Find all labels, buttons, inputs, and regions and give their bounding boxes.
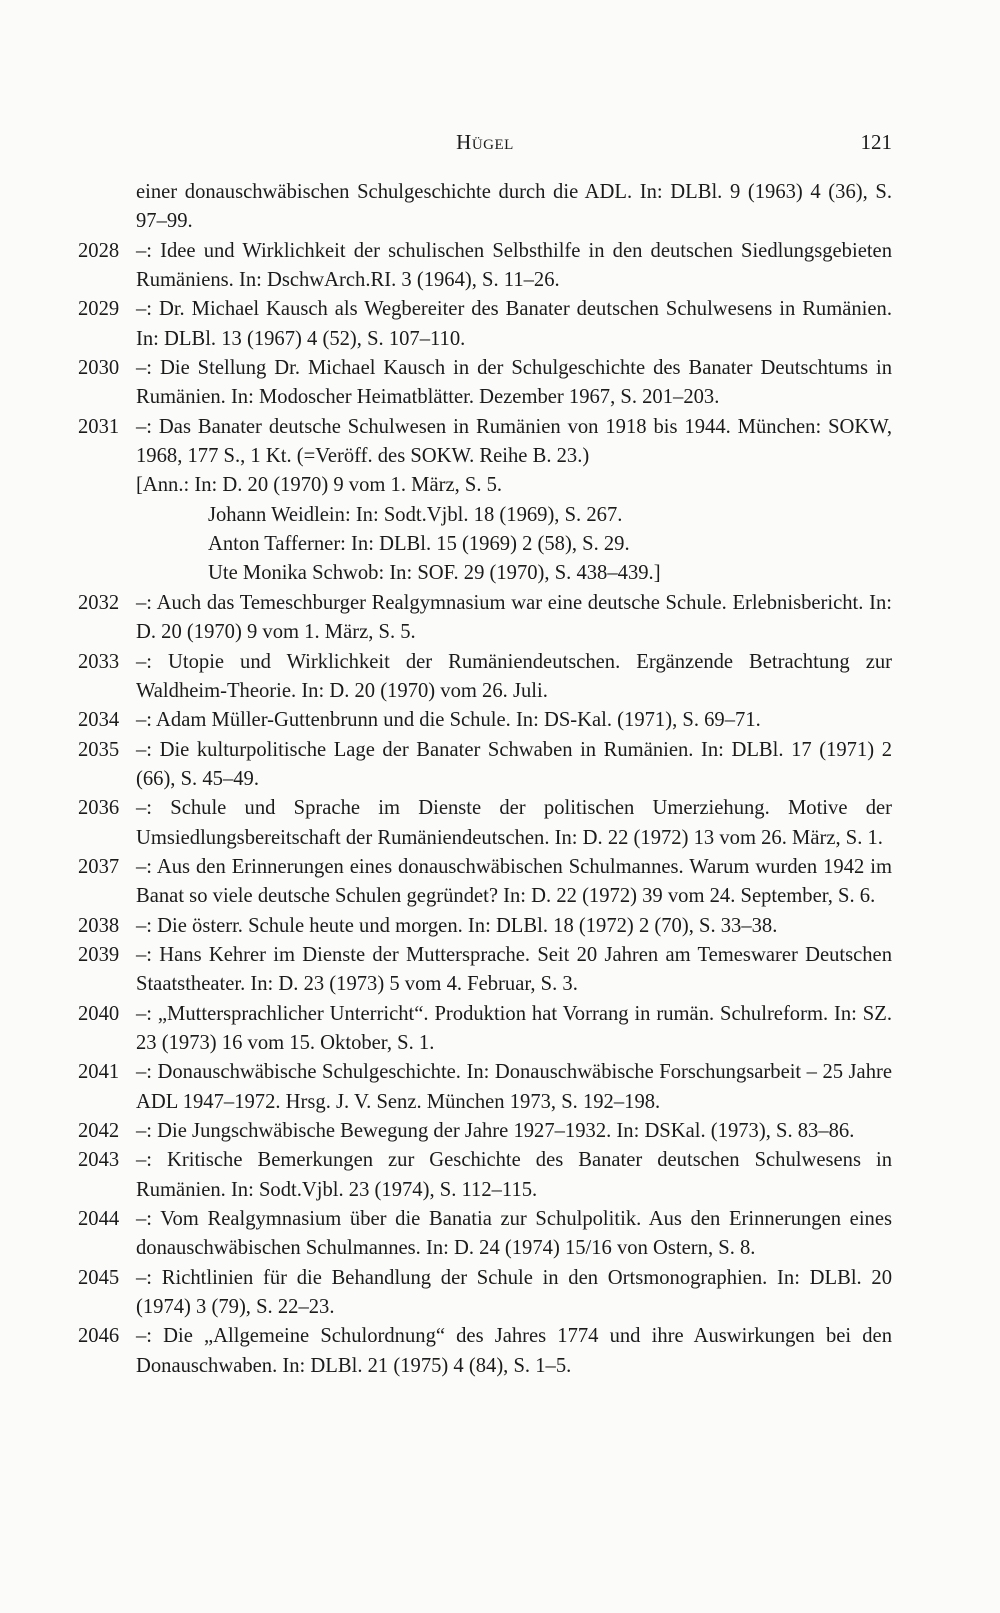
entry-text: –: Utopie und Wirklichkeit der Rumäniendeutschen. Ergänzende Betrachtung zur Waldheim-Theorie. In: D. 20 (1970) vom 26. Juli. [136, 650, 892, 702]
bibliography-entry [78, 354, 892, 413]
entry-text: –: Hans Kehrer im Dienste der Muttersprache. Seit 20 Jahren am Temeswarer Deutschen Staatstheater. In: D. 23 (1973) 5 vom 4. Februar, S. 3. [136, 943, 892, 996]
entry-number: 2033 [78, 650, 120, 673]
entry-number: 2028 [78, 239, 120, 262]
annotation-line: Johann Weidlein: In: Sodt.Vjbl. 18 (1969), S. 267. [208, 503, 623, 526]
entry-text: –: Dr. Michael Kausch als Wegbereiter des Banater deutschen Schulwesens in Rumänien. In: DLBl. 13 (1967) 4 (52), S. 107–110. [136, 298, 892, 350]
bibliography-entry [78, 237, 892, 296]
entry-text: –: Die Jungschwäbische Bewegung der Jahre 1927–1932. In: DSKal. (1973), S. 83–86. [136, 1120, 855, 1142]
bibliography-entry [78, 295, 892, 354]
running-title: Hügel [456, 130, 514, 154]
entry-text: –: Auch das Temeschburger Realgymnasium war eine deutsche Schule. Erlebnisbericht. In: D. 20 (1970) 9 vom 1. März, S. 5. [136, 591, 892, 644]
entry-text: –: Die „Allgemeine Schulordnung“ des Jahres 1774 und ihre Auswirkungen bei den Donauschwaben. In: DLBl. 21 (1975) 4 (84), S. 1–5. [136, 1325, 892, 1377]
bibliography-entry [78, 941, 892, 1000]
entry-number: 2037 [78, 855, 120, 878]
entry-number: 2038 [78, 914, 120, 937]
entry-number: 2044 [78, 1208, 120, 1231]
entry-text: –: Das Banater deutsche Schulwesen in Rumänien von 1918 bis 1944. München: SOKW, 1968, 177 S., 1 Kt. (=Veröff. des SOKW. Reihe B. 23.) [136, 415, 892, 468]
bibliography-entry [78, 853, 892, 912]
entry-number: 2045 [78, 1266, 120, 1289]
entry-number: 2042 [78, 1120, 120, 1142]
bibliography-entry [78, 1322, 892, 1381]
annotation-line: Anton Tafferner: In: DLBl. 15 (1969) 2 (58), S. 29. [208, 533, 630, 556]
bibliography-entry [78, 1000, 892, 1059]
entry-text: –: Kritische Bemerkungen zur Geschichte des Banater deutschen Schulwesens in Rumänien. In: Sodt.Vjbl. 23 (1974), S. 112–115. [136, 1149, 892, 1201]
running-header [78, 130, 892, 160]
entry-number: 2046 [78, 1325, 120, 1348]
annotation-line: Ute Monika Schwob: In: SOF. 29 (1970), S. 438–439.] [208, 562, 661, 585]
entry-text: einer donauschwäbischen Schulgeschichte durch die ADL. In: DLBl. 9 (1963) 4 (36), S. 97–99. [136, 181, 892, 233]
entry-number: 2043 [78, 1149, 120, 1172]
entry-text: –: Die österr. Schule heute und morgen. In: DLBl. 18 (1972) 2 (70), S. 33–38. [136, 914, 778, 937]
entry-number: 2036 [78, 797, 120, 820]
entry-number: 2034 [78, 709, 120, 732]
entry-number: 2030 [78, 357, 120, 380]
continued-entry [78, 178, 892, 237]
entry-number: 2031 [78, 415, 120, 438]
bibliography-entry [78, 589, 892, 648]
entry-text: –: Donauschwäbische Schulgeschichte. In: Donauschwäbische Forschungsarbeit – 25 Jahre ADL 1947–1972. Hrsg. J. V. Senz. München 1973, S. 192–198. [136, 1061, 892, 1113]
bibliography-entry [78, 1117, 892, 1146]
bibliography-entry [78, 648, 892, 707]
entry-text: –: Aus den Erinnerungen eines donauschwäbischen Schulmannes. Warum wurden 1942 im Banat so viele deutsche Schulen gegründet? In: D. 22 (1972) 39 vom 24. September, S. 6. [136, 855, 892, 908]
bibliography-entry [78, 1146, 892, 1205]
entry-number: 2040 [78, 1002, 120, 1025]
entry-text: –: Die Stellung Dr. Michael Kausch in der Schulgeschichte des Banater Deutschtums in Rumänien. In: Modoscher Heimatblätter. Dezember 1967, S. 201–203. [136, 357, 892, 409]
entry-text: –: Richtlinien für die Behandlung der Schule in den Ortsmonographien. In: DLBl. 20 (1974) 3 (79), S. 22–23. [136, 1266, 892, 1319]
bibliography-entry [78, 912, 892, 941]
bibliography-entry [78, 794, 892, 853]
entry-number: 2039 [78, 943, 120, 966]
entry-number: 2035 [78, 738, 120, 761]
bibliography-entry [78, 413, 892, 472]
entry-text: –: „Muttersprachlicher Unterricht“. Produktion hat Vorrang in rumän. Schulreform. In: SZ. 23 (1973) 16 vom 15. Oktober, S. 1. [136, 1002, 892, 1054]
bibliography-entry [78, 1205, 892, 1264]
entry-text: –: Schule und Sprache im Dienste der politischen Umerziehung. Motive der Umsiedlungsbereitschaft der Rumäniendeutschen. In: D. 22 (1972) 13 vom 26. März, S. 1. [136, 797, 892, 849]
entry-number: 2032 [78, 591, 120, 614]
entry-number: 2029 [78, 298, 120, 321]
bibliography-entry [78, 736, 892, 795]
bibliography-entry [78, 1264, 892, 1323]
entry-text: –: Die kulturpolitische Lage der Banater Schwaben in Rumänien. In: DLBl. 17 (1971) 2 (66), S. 45–49. [136, 738, 892, 790]
page-number: 121 [860, 130, 892, 154]
annotation-block [78, 471, 892, 588]
entry-text: –: Vom Realgymnasium über die Banatia zur Schulpolitik. Aus den Erinnerungen eines donauschwäbischen Schulmannes. In: D. 24 (1974) 15/16 von Ostern, S. 8. [136, 1208, 892, 1260]
entry-number: 2041 [78, 1061, 120, 1084]
annotation-line: [Ann.: In: D. 20 (1970) 9 vom 1. März, S. 5. [136, 474, 503, 497]
bibliography-entry [78, 1058, 892, 1117]
entry-text: –: Adam Müller-Guttenbrunn und die Schule. In: DS-Kal. (1971), S. 69–71. [136, 709, 761, 732]
entry-text: –: Idee und Wirklichkeit der schulischen Selbsthilfe in den deutschen Siedlungsgebieten Rumäniens. In: DschwArch.RI. 3 (1964), S. 11–26. [136, 239, 892, 292]
bibliography-list [78, 178, 892, 1381]
bibliography-entry [78, 706, 892, 735]
